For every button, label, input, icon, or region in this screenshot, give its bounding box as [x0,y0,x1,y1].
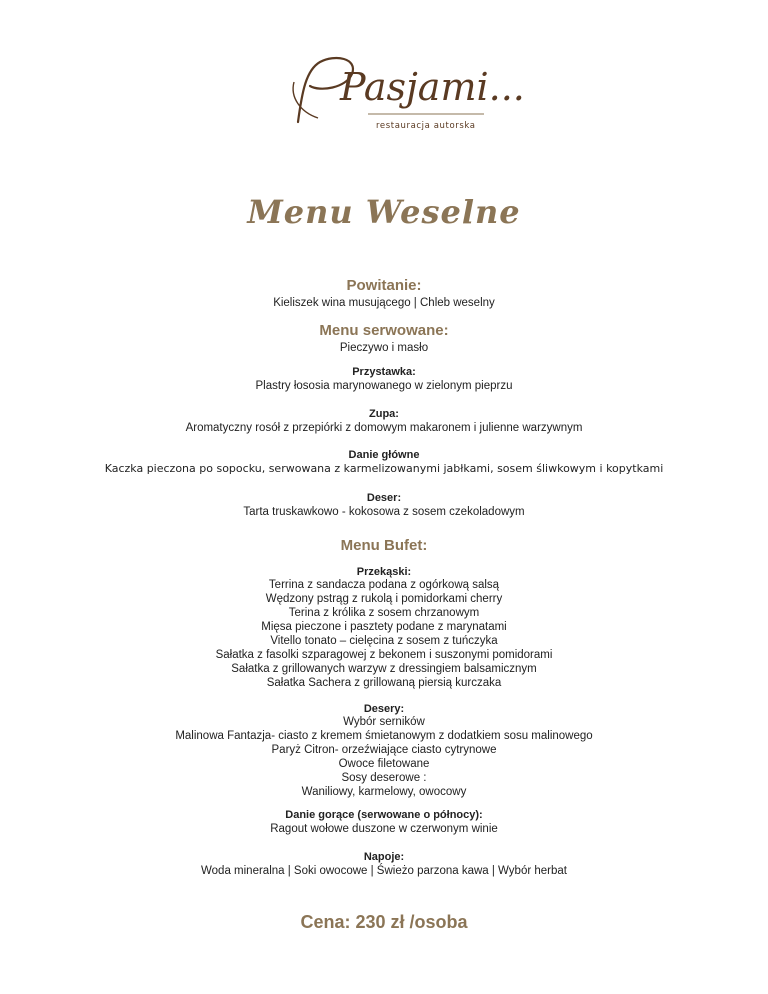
list-item: Waniliowy, karmelowy, owocowy [301,786,467,798]
logo-mark [280,52,525,142]
list-item: Sałatka Sachera z grillowaną piersią kurczaka [266,677,502,689]
desery-heading: Desery: [363,703,405,715]
napoje-text: Woda mineralna | Soki owocowe | Świeżo parzona kawa | Wybór herbat [201,865,567,877]
zupa-heading: Zupa: [369,408,399,420]
list-item: Sałatka z fasolki szparagowej z bekonem i suszonymi pomidorami [215,649,553,661]
section-heading-serwowane: Menu serwowane: [319,322,449,339]
glowne-heading: Danie główne [348,449,420,461]
list-item: Wybór serników [343,716,425,728]
przekaski-list [0,578,768,690]
przekaski-heading: Przekąski: [356,566,412,578]
list-item: Owoce filetowane [338,758,430,770]
list-item: Vitello tonato – cielęcina z sosem z tuńczyka [270,635,498,647]
napoje-heading: Napoje: [363,851,405,863]
gorace-heading: Danie gorące (serwowane o północy): [285,809,483,821]
przystawka-heading: Przystawka: [352,366,416,378]
logo-wordmark: Pasjami... [340,65,525,109]
deser-heading: Deser: [366,492,402,504]
list-item: Terina z królika z sosem chrzanowym [288,607,480,619]
page-title: Menu Weselne [247,193,521,231]
section-heading-bufet: Menu Bufet: [340,537,428,554]
list-item: Malinowa Fantazja- ciasto z kremem śmietanowym z dodatkiem sosu malinowego [175,730,593,742]
gorace-text: Ragout wołowe duszone w czerwonym winie [270,823,498,835]
serwowane-bread: Pieczywo i masło [339,342,429,354]
list-item: Mięsa pieczone i pasztety podane z marynatami [261,621,507,633]
logo-tagline: restauracja autorska [376,121,476,131]
deser-text: Tarta truskawkowo - kokosowa z sosem czekoladowym [243,506,525,518]
section-heading-powitanie: Powitanie: [346,277,422,294]
list-item: Sosy deserowe : [341,772,427,784]
list-item: Wędzony pstrąg z rukolą i pomidorkami cherry [265,593,503,605]
price: Cena: 230 zł /osoba [300,912,468,932]
glowne-text: Kaczka pieczona po sopocku, serwowana z karmelizowanymi jabłkami, sosem śliwkowym i kopytkami [104,462,664,475]
desery-list [0,715,768,799]
list-item: Sałatka z grillowanych warzyw z dressingiem balsamicznym [231,663,537,675]
list-item: Paryż Citron- orzeźwiające ciasto cytrynowe [271,744,497,756]
powitanie-text: Kieliszek wina musującego | Chleb weselny [273,297,495,309]
przystawka-text: Plastry łososia marynowanego w zielonym pieprzu [255,380,513,392]
list-item: Terrina z sandacza podana z ogórkową salsą [268,579,500,591]
restaurant-logo [280,52,525,142]
zupa-text: Aromatyczny rosół z przepiórki z domowym makaronem i julienne warzywnym [185,422,583,434]
